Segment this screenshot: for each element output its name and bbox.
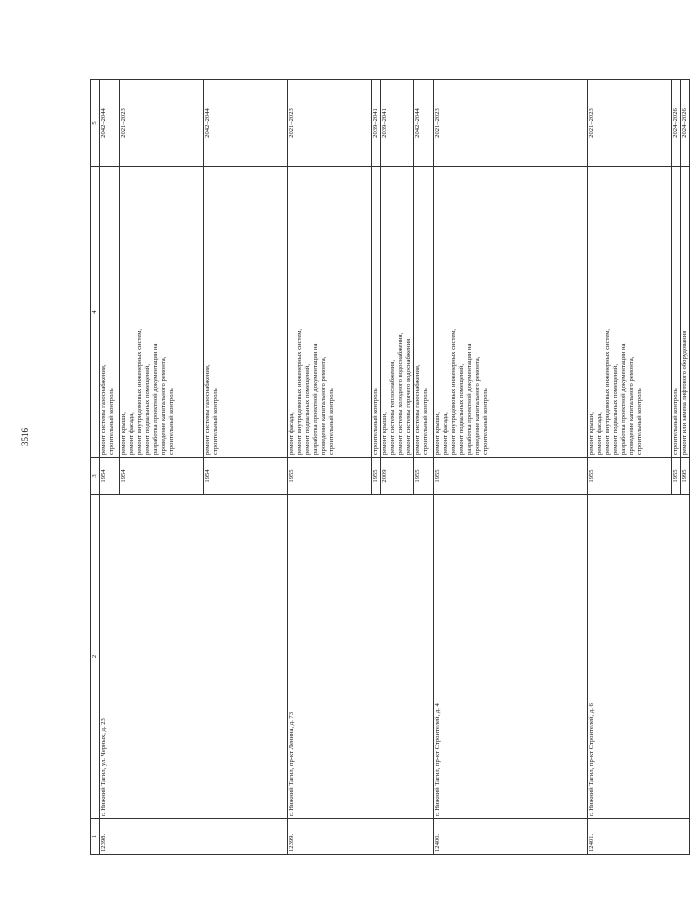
table-row [100,80,120,855]
header-cell-1: 1 [91,819,100,855]
work-item: разработка проектной документации на [620,343,627,455]
work-item: ремонт фасада, [288,412,295,455]
entry-number-cell: 12398. [100,819,288,855]
work-item: ремонт фасада, [442,412,449,455]
work-list-cell [681,167,690,458]
period-cell: 2039–2041 [372,80,381,167]
work-item: строительный контроль [636,388,643,455]
work-list-cell [672,167,681,458]
table-row [588,80,672,855]
work-item: ремонт фасада, [128,412,135,455]
work-item: ремонт системы горячего водоснабжения [405,338,412,455]
year-cell: 1955 [434,458,588,495]
work-item: ремонт системы теплоснабжения, [389,360,396,455]
work-item: ремонт системы газоснабжения, [414,364,421,455]
work-list-cell [100,167,120,458]
work-item: проведение капитального ремонта, [628,356,635,455]
work-item: ремонт системы холодного водоснабжения, [397,332,404,455]
header-cell-3: 3 [91,458,100,495]
work-item: строительный контроль [168,388,175,455]
work-item: строительный контроль [672,388,679,455]
year-cell: 1955 [414,458,434,495]
work-list-cell [434,167,588,458]
period-cell: 2021–2023 [120,80,204,167]
page-number: 3516 [20,428,30,446]
work-item: строительный контроль [212,388,219,455]
work-item: ремонт крыши, [120,412,127,455]
table-row [288,80,372,855]
period-cell: 2042–2044 [204,80,288,167]
work-item: ремонт подвальных помещений, [458,364,465,455]
work-item: ремонт или замена лифтового оборудования [681,330,688,455]
header-row [91,80,100,855]
work-item: проведение капитального ремонта, [160,356,167,455]
work-item: ремонт крыши, [588,412,595,455]
year-cell: 1954 [204,458,288,495]
header-cell-4: 4 [91,167,100,458]
repair-schedule-table [90,79,690,855]
year-cell: 1955 [588,458,672,495]
year-cell: 1954 [120,458,204,495]
table-body [91,80,690,855]
header-cell-5: 5 [91,80,100,167]
work-item: строительный контроль [372,388,379,455]
period-cell: 2039–2041 [381,80,414,167]
work-list-cell [204,167,288,458]
address-cell: г. Нижний Тагил, пр-кт Ленина, д. 73 [288,495,434,819]
period-cell: 2024–2026 [681,80,690,167]
period-cell: 2021–2023 [588,80,672,167]
header-cell-2: 2 [91,495,100,819]
period-cell: 2021–2023 [288,80,372,167]
work-item: ремонт крыши, [381,412,388,455]
period-cell: 2042–2044 [414,80,434,167]
address-cell: г. Нижний Тагил, пр-кт Строителей, д. 4 [434,495,588,819]
work-item: ремонт системы газоснабжения, [204,364,211,455]
work-list-cell [372,167,381,458]
work-item: разработка проектной документации на [312,343,319,455]
work-list-cell [288,167,372,458]
year-cell: 1955 [672,458,681,495]
work-item: ремонт внутридомовых инженерных систем, [604,328,611,455]
work-item: ремонт крыши, [434,412,441,455]
work-list-cell [381,167,414,458]
work-item: ремонт подвальных помещений, [612,364,619,455]
work-item: ремонт подвальных помещений, [304,364,311,455]
entry-number-cell: 12401. [588,819,690,855]
rotated-table-container [90,80,688,855]
work-item: строительный контроль [108,388,115,455]
work-list-cell [588,167,672,458]
work-list-cell [414,167,434,458]
work-item: разработка проектной документации на [152,343,159,455]
period-cell: 2024–2026 [672,80,681,167]
table-row [434,80,588,855]
work-item: ремонт фасада, [596,412,603,455]
work-item: ремонт внутридомовых инженерных систем, [450,328,457,455]
address-cell: г. Нижний Тагил, ул. Черных, д. 23 [100,495,288,819]
year-cell: 1954 [100,458,120,495]
work-item: ремонт внутридомовых инженерных систем, [136,328,143,455]
work-item: проведение капитального ремонта, [474,356,481,455]
year-cell: 1955 [288,458,372,495]
work-item: строительный контроль [328,388,335,455]
address-cell: г. Нижний Тагил, пр-кт Строителей, д. 6 [588,495,690,819]
year-cell: 2009 [381,458,414,495]
entry-number-cell: 12400. [434,819,588,855]
work-item: ремонт внутридомовых инженерных систем, [296,328,303,455]
period-cell: 2021–2023 [434,80,588,167]
work-item: разработка проектной документации на [466,343,473,455]
work-item: ремонт подвальных помещений, [144,364,151,455]
work-item: строительный контроль [422,388,429,455]
work-list-cell [120,167,204,458]
year-cell: 1995 [681,458,690,495]
entry-number-cell: 12399. [288,819,434,855]
period-cell: 2042–2044 [100,80,120,167]
work-item: проведение капитального ремонта, [320,356,327,455]
year-cell: 1955 [372,458,381,495]
work-item: строительный контроль [482,388,489,455]
work-item: ремонт системы газоснабжения, [100,364,107,455]
